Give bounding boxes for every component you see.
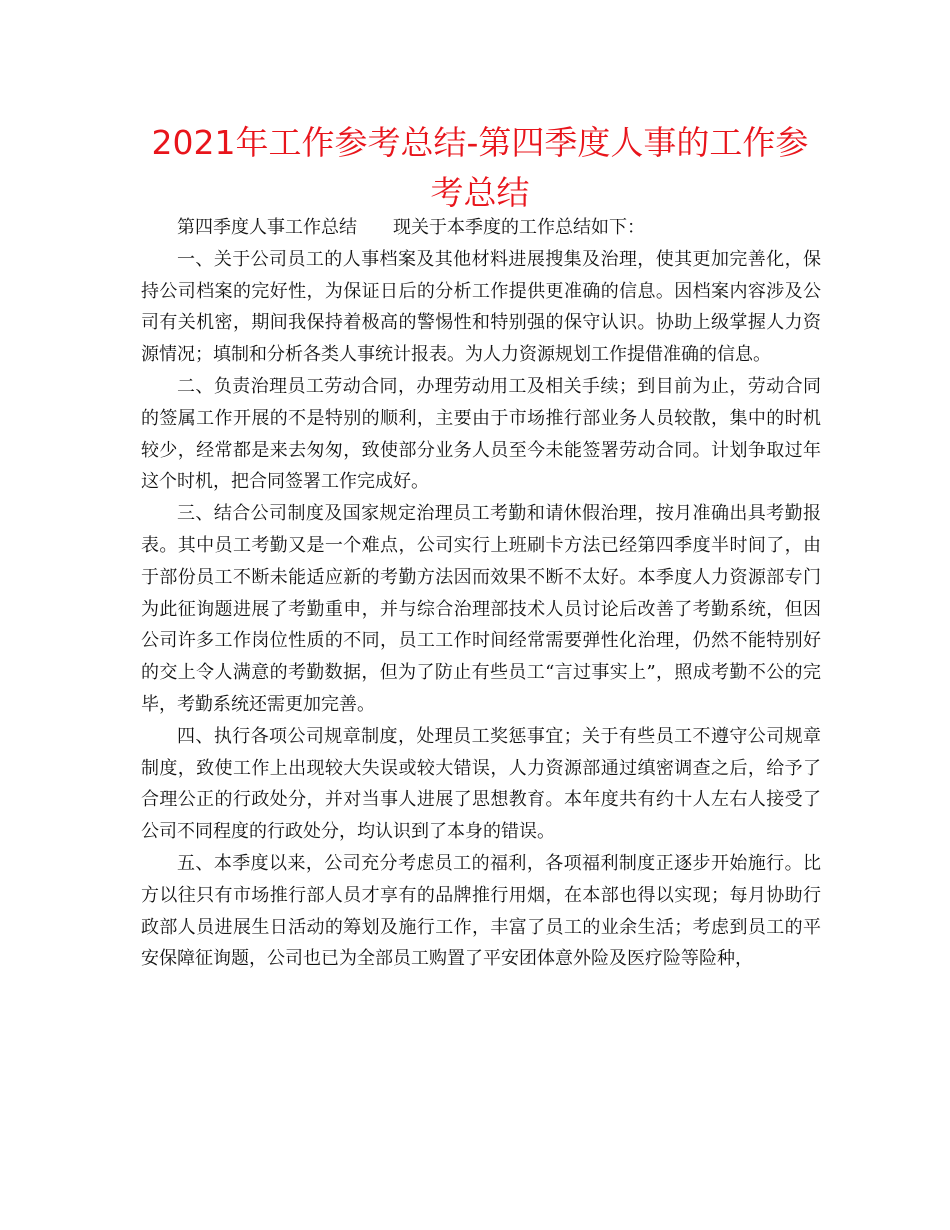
paragraph-2: 二、负责治理员工劳动合同，办理劳动用工及相关手续；到目前为止，劳动合同的签属工作开展的不是特别的顺利，主要由于市场推行部业务人员较散，集中的时机较少，经常都是来去匆匆，致使部分业务人员至今未能签署劳动合同。计划争取过年这个时机，把合同签署工作完成好。 bbox=[141, 375, 821, 493]
document-title: 2021年工作参考总结-第四季度人事的工作参考总结 bbox=[151, 123, 809, 212]
paragraph-4: 四、执行各项公司规章制度，处理员工奖惩事宜；关于有些员工不遵守公司规章制度，致使工作上出现较大失误或较大错误，人力资源部通过缜密调查之后，给予了合理公正的行政处分，并对当事人进展了思想教育。本年度共有约十人左右人接受了公司不同程度的行政处分，均认识到了本身的错误。 bbox=[141, 725, 821, 843]
document-body bbox=[141, 212, 821, 975]
intro-paragraph: 第四季度人事工作总结 现关于本季度的工作总结如下： bbox=[177, 217, 645, 238]
paragraph-5: 五、本季度以来，公司充分考虑员工的福利，各项福利制度正逐步开始施行。比方以往只有市场推行部人员才享有的品牌推行用烟，在本部也得以实现；每月协助行政部人员进展生日活动的筹划及施行工作，丰富了员工的业余生活；考虑到员工的平安保障征询题，公司也已为全部员工购置了平安团体意外险及医疗险等险种， bbox=[141, 852, 821, 970]
paragraph-3: 三、结合公司制度及国家规定治理员工考勤和请休假治理，按月准确出具考勤报表。其中员工考勤又是一个难点，公司实行上班刷卡方法已经第四季度半时间了，由于部份员工不断未能适应新的考勤方法因而效果不断不太好。本季度人力资源部专门为此征询题进展了考勤重申，并与综合治理部技术人员讨论后改善了考勤系统，但因公司许多工作岗位性质的不同，员工工作时间经常需要弹性化治理，仍然不能特别好的交上令人满意的考勤数据，但为了防止有些员工“言过事实上”，照成考勤不公的完毕，考勤系统还需更加完善。 bbox=[141, 503, 821, 715]
paragraph-1: 一、关于公司员工的人事档案及其他材料进展搜集及治理，使其更加完善化，保持公司档案的完好性，为保证日后的分析工作提供更准确的信息。因档案内容涉及公司有关机密，期间我保持着极高的警惕性和特别强的保守认识。协助上级掌握人力资源情况；填制和分析各类人事统计报表。为人力资源规划工作提借准确的信息。 bbox=[141, 248, 821, 366]
